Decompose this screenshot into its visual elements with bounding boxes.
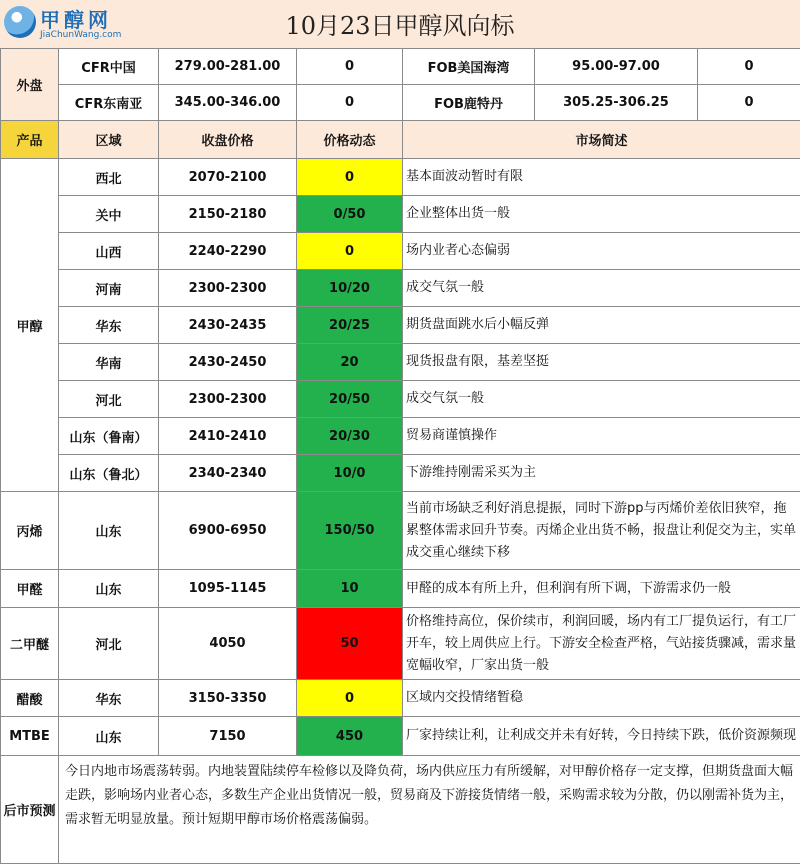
methanol-row [1,233,800,270]
change-cell: 10 [297,570,403,608]
product-name: 甲醛 [1,570,59,608]
price-cell: 2070-2100 [159,159,297,196]
methanol-row [1,344,800,381]
region-cell: 山西 [59,233,159,270]
price-cell: 2150-2180 [159,196,297,233]
region-cell: 河南 [59,270,159,307]
price-cell: 3150-3350 [159,680,297,717]
description-cell: 下游维持刚需采买为主 [403,455,800,492]
methanol-row [1,270,800,307]
change-cell: 450 [297,717,403,756]
change-cell: 0 [297,233,403,270]
external-right-name: FOB美国海湾 [403,49,535,85]
price-cell: 2240-2290 [159,233,297,270]
region-cell: 河北 [59,608,159,680]
forecast-row [1,756,800,864]
description-cell: 企业整体出货一般 [403,196,800,233]
price-cell: 2300-2300 [159,270,297,307]
change-cell: 50 [297,608,403,680]
external-left-name: CFR东南亚 [59,85,159,121]
region-cell: 山东 [59,717,159,756]
change-cell: 0 [297,159,403,196]
change-cell: 20/30 [297,418,403,455]
region-cell: 山东（鲁北） [59,455,159,492]
external-right-change: 0 [698,85,800,121]
description-cell: 贸易商谨慎操作 [403,418,800,455]
header-region: 区域 [59,121,159,159]
region-cell: 山东 [59,492,159,570]
product-row [1,492,800,570]
external-right-change: 0 [698,49,800,85]
logo-brand: 甲醇网 [40,4,112,33]
region-cell: 河北 [59,381,159,418]
change-cell: 0/50 [297,196,403,233]
change-cell: 20 [297,344,403,381]
price-cell: 2300-2300 [159,381,297,418]
description-cell: 甲醛的成本有所上升，但利润有所下调，下游需求仍一般 [403,570,800,608]
price-cell: 1095-1145 [159,570,297,608]
price-cell: 4050 [159,608,297,680]
description-cell: 现货报盘有限，基差坚挺 [403,344,800,381]
description-cell: 场内业者心态偏弱 [403,233,800,270]
header-description: 市场简述 [403,121,800,159]
external-right-price: 305.25-306.25 [535,85,698,121]
price-cell: 6900-6950 [159,492,297,570]
header-change: 价格动态 [297,121,403,159]
external-right-price: 95.00-97.00 [535,49,698,85]
change-cell: 150/50 [297,492,403,570]
product-row [1,717,800,756]
forecast-label: 后市预测 [1,756,59,864]
product-name: 丙烯 [1,492,59,570]
region-cell: 华南 [59,344,159,381]
external-left-price: 279.00-281.00 [159,49,297,85]
header-price: 收盘价格 [159,121,297,159]
external-right-name: FOB鹿特丹 [403,85,535,121]
description-cell: 区域内交投情绪暂稳 [403,680,800,717]
methanol-row [1,418,800,455]
description-cell: 成交气氛一般 [403,270,800,307]
price-cell: 2430-2450 [159,344,297,381]
description-cell: 期货盘面跳水后小幅反弹 [403,307,800,344]
external-row [1,85,800,121]
methanol-row [1,307,800,344]
product-name: 甲醇 [1,159,59,492]
change-cell: 0 [297,680,403,717]
region-cell: 华东 [59,307,159,344]
region-cell: 关中 [59,196,159,233]
methanol-row [1,159,800,196]
methanol-row [1,381,800,418]
external-left-change: 0 [297,49,403,85]
price-cell: 7150 [159,717,297,756]
header-row [1,121,800,159]
external-left-change: 0 [297,85,403,121]
forecast-text: 今日内地市场震荡转弱。内地装置陆续停车检修以及降负荷，场内供应压力有所缓解，对甲醇价格存一定支撑，但期货盘面大幅走跌，影响场内业者心态，多数生产企业出货情况一般，贸易商及下游接货情绪一般，采购需求较为分散，仍以刚需补货为主，需求暂无明显放量。预计短期甲醇市场价格震荡偏弱。 [59,756,800,864]
region-cell: 西北 [59,159,159,196]
price-table [0,48,800,864]
region-cell: 华东 [59,680,159,717]
title-bar [0,0,800,49]
price-cell: 2430-2435 [159,307,297,344]
price-cell: 2340-2340 [159,455,297,492]
product-row [1,570,800,608]
price-cell: 2410-2410 [159,418,297,455]
change-cell: 20/25 [297,307,403,344]
description-cell: 当前市场缺乏利好消息提振，同时下游pp与丙烯价差依旧狭窄，拖累整体需求回升节奏。丙烯企业出货不畅，报盘让利促交为主，实单成交重心继续下移 [403,492,800,570]
change-cell: 20/50 [297,381,403,418]
external-label: 外盘 [1,49,59,121]
product-row [1,680,800,717]
description-cell: 成交气氛一般 [403,381,800,418]
methanol-row [1,455,800,492]
logo-site: JiaChunWang.com [40,30,121,40]
product-row [1,608,800,680]
external-row [1,49,800,85]
description-cell: 厂家持续让利，让利成交并未有好转，今日持续下跌，低价资源频现 [403,717,800,756]
description-cell: 基本面波动暂时有限 [403,159,800,196]
region-cell: 山东 [59,570,159,608]
change-cell: 10/20 [297,270,403,307]
change-cell: 10/0 [297,455,403,492]
methanol-row [1,196,800,233]
external-left-name: CFR中国 [59,49,159,85]
product-name: 二甲醚 [1,608,59,680]
product-name: 醋酸 [1,680,59,717]
description-cell: 价格维持高位，保价续市，利润回暖，场内有工厂提负运行，有工厂开车，较上周供应上行。下游安全检查严格，气站接货骤减，需求量宽幅收窄，厂家出货一般 [403,608,800,680]
product-name: MTBE [1,717,59,756]
external-left-price: 345.00-346.00 [159,85,297,121]
header-product: 产品 [1,121,59,159]
page-title: 10月23日甲醇风向标 [0,6,800,41]
region-cell: 山东（鲁南） [59,418,159,455]
